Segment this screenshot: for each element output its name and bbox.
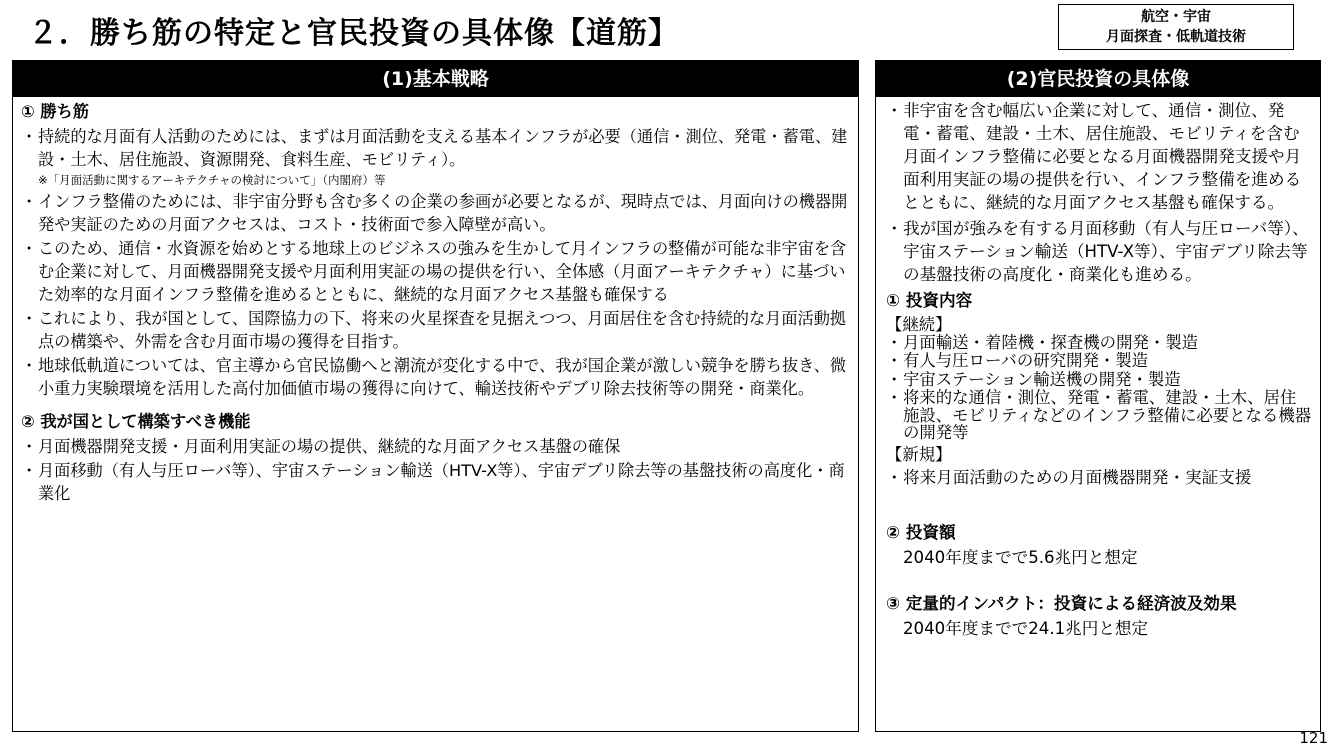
strategy-bullet: ・ インフラ整備のためには、非宇宙分野も含む多くの企業の参画が必要となるが、現時点では、月面向けの機器開発や実証のための月面アクセスは、コスト・技術面で参入障壁が高い。 bbox=[21, 190, 850, 236]
continuing-item: ・ 将来的な通信・測位、発電・蓄電、建設・土木、居住施設、モビリティなどのインフラ整備に必要となる機器の開発等 bbox=[886, 389, 1312, 442]
basic-strategy-panel bbox=[12, 60, 859, 732]
function-bullet: ・ 月面移動（有人与圧ローバ等）、宇宙ステーション輸送（HTV-X等）、宇宙デブリ除去等の基盤技術の高度化・商業化 bbox=[21, 459, 850, 505]
new-label: 【新規】 bbox=[886, 444, 952, 464]
reference-note: ※「月面活動に関するアーキテクチャの検討について」（内閣府）等 bbox=[38, 173, 386, 187]
investment-bullet: ・ 非宇宙を含む幅広い企業に対して、通信・測位、発電・蓄電、建設・土木、居住施設、モビリティを含む月面インフラ整備に必要となる月面機器開発支援や月面利用実証の場の提供を行い、インフラ整備を進めるとともに、継続的な月面アクセス基盤も確保する。 bbox=[886, 99, 1312, 214]
continuing-label: 【継続】 bbox=[886, 315, 952, 334]
strategy-bullet: ・ このため、通信・水資源を始めとする地球上のビジネスの強みを生かして月インフラの整備が可能な非宇宙を含む企業に対して、月面機器開発支援や月面利用実証の場の提供を行い、全体感（月面アーキテクチャ）に基づいた効率的な月面インフラ整備を進めるとともに、継続的な月面アクセス基盤も確保する bbox=[21, 237, 850, 306]
strategy-bullet: ・ 地球低軌道については、官主導から官民協働へと潮流が変化する中で、我が国企業が激しい競争を勝ち抜き、微小重力実験環境を活用した高付加価値市場の獲得に向けて、輸送技術やデブリ除去技術等の開発・商業化。 bbox=[21, 354, 850, 400]
strategy-bullet: ・ 持続的な月面有人活動のためには、まずは月面活動を支える基本インフラが必要（通信・測位、発電・蓄電、建設・土木、居住施設、資源開発、食料生産、モビリティ）。 bbox=[21, 125, 850, 171]
functions-heading: ② 我が国として構築すべき機能 bbox=[21, 412, 251, 431]
investment-bullet: ・ 我が国が強みを有する月面移動（有人与圧ローバ等）、宇宙ステーション輸送（HTV-X等）、宇宙デブリ除去等の基盤技術の高度化・商業化も進める。 bbox=[886, 217, 1312, 286]
page-title: ２．勝ち筋の特定と官民投資の具体像【道筋】 bbox=[28, 16, 679, 51]
investment-panel bbox=[875, 60, 1321, 732]
continuing-item: ・ 月面輸送・着陸機・探査機の開発・製造 bbox=[886, 334, 1312, 352]
category-tag-line1: 航空・宇宙 bbox=[1141, 9, 1211, 25]
investment-amount: 2040年度までで5.6兆円と想定 bbox=[903, 548, 1138, 567]
investment-content-heading: ① 投資内容 bbox=[886, 291, 973, 310]
new-item: ・ 将来月面活動のための月面機器開発・実証支援 bbox=[886, 466, 1312, 489]
investment-header: (2)官民投資の具体像 bbox=[876, 61, 1320, 97]
category-tag bbox=[1058, 4, 1294, 50]
impact-heading: ③ 定量的インパクト：投資による経済波及効果 bbox=[886, 594, 1237, 613]
continuing-item: ・ 有人与圧ローバの研究開発・製造 bbox=[886, 352, 1312, 370]
winning-strategy-heading: ① 勝ち筋 bbox=[21, 102, 89, 121]
basic-strategy-header: (1)基本戦略 bbox=[13, 61, 858, 97]
impact-value: 2040年度までで24.1兆円と想定 bbox=[903, 619, 1149, 638]
investment-amount-heading: ② 投資額 bbox=[886, 523, 956, 542]
category-tag-line2: 月面探査・低軌道技術 bbox=[1106, 29, 1246, 45]
page-number: 121 bbox=[1299, 729, 1328, 747]
strategy-bullet: ・ これにより、我が国として、国際協力の下、将来の火星探査を見据えつつ、月面居住を含む持続的な月面活動拠点の構築や、外需を含む月面市場の獲得を目指す。 bbox=[21, 307, 850, 353]
continuing-item: ・ 宇宙ステーション輸送機の開発・製造 bbox=[886, 371, 1312, 389]
function-bullet: ・ 月面機器開発支援・月面利用実証の場の提供、継続的な月面アクセス基盤の確保 bbox=[21, 435, 850, 458]
